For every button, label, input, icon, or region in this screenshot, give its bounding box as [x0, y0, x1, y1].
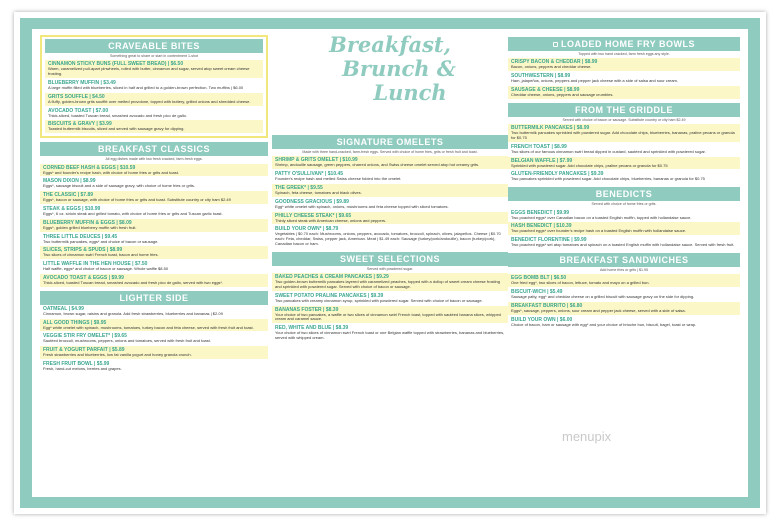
menu-item-description: Two poached eggs* set atop tomatoes and spinach on a toasted English muffin with hollandaise sauce. Served with fresh fruit. [511, 242, 735, 248]
menu-item-description: Eggs* and founder's recipe hash, with choice of home fries or grits and toast. [43, 169, 179, 175]
menu-item [40, 360, 268, 373]
menu-item [45, 107, 263, 120]
menu-item-name: BUILD YOUR OWN* | $8.79 [275, 226, 339, 233]
craveable-bites-header: CRAVEABLE BITES [45, 39, 263, 53]
benedicts-list [508, 209, 740, 249]
menu-item-name: BELGIAN WAFFLE | $7.99 [511, 157, 573, 164]
menu-item-description: Cheddar cheese, onions, peppers and sausage crumbles. [511, 92, 614, 97]
menu-item-description: Bacon, onions, peppers and cheddar cheese. [511, 64, 592, 70]
sweet-selections-sub: Served with powdered sugar. [366, 266, 414, 271]
craveable-bites-sub: Something great to share or start in contentment 1-shot [109, 54, 199, 58]
menu-item [508, 236, 740, 249]
menu-item-description: Thick-sliced, toasted Tuscan bread, smashed avocado and fresh pico de gallo. [48, 112, 187, 118]
menu-item [40, 346, 268, 359]
menu-item-name: OATMEAL | $4.99 [43, 305, 84, 312]
menu-item-description: Two pancakes with creamy cinnamon syrup, sprinkled with powdered sugar. Served with choice of bacon or sausage. [275, 297, 483, 303]
menu-item-name: BLUEBERRY MUFFIN & EGGS | $8.09 [43, 219, 132, 226]
home-fry-bowls-header [508, 37, 740, 51]
menu-item-name: AVOCADO TOAST | $7.00 [48, 107, 109, 114]
menu-item-name: FRESH FRUIT BOWL | $5.99 [43, 360, 110, 367]
from-the-griddle-header: FROM THE GRIDDLE [508, 103, 740, 117]
signature-omelets-sub: Made with three hand-cracked, farm-fresh eggs. Served with choice of home fries, grits or fresh fruit and toast. [302, 150, 478, 154]
menu-item [508, 288, 740, 301]
title-line-2: Brunch & [342, 56, 456, 81]
menu-item-description: Sautéed broccoli, mushrooms, peppers, onions and tomatoes, served with fresh fruit and toast. [43, 338, 211, 344]
menu-item-name: THE CLASSIC | $7.89 [43, 192, 94, 199]
menu-item [272, 225, 508, 247]
menu-item-name: SWEET POTATO PRALINE PANCAKES | $9.39 [275, 292, 384, 299]
menu-item [40, 219, 268, 232]
sweet-list [272, 273, 508, 342]
title-line-1: Breakfast, [329, 32, 451, 57]
menu-item [40, 305, 268, 318]
menu-item-description: Sprinkled with powdered sugar. Add chocolate chips, praline pecans or granola for $0.75 [511, 162, 668, 168]
menu-item-name: AVOCADO TOAST & EGGS | $9.99 [43, 274, 124, 281]
menu-item-name: SAUSAGE & CHEESE | $8.99 [511, 87, 580, 93]
menu-item [508, 86, 740, 99]
menu-item-description: Eggs*, sausage, peppers, onions, sour cream and pepper jack cheese, served with a side of salsa. [511, 307, 686, 313]
menu-item [508, 302, 740, 315]
menu-item [40, 233, 268, 246]
omelets-list [272, 156, 508, 247]
menu-item [40, 319, 268, 332]
home-fry-bowls-sub: Topped with two hand cracked, farm fresh eggs any style. [578, 52, 670, 56]
menu-item [508, 209, 740, 222]
menu-item-description: Founder's recipe hash and melted Swiss cheese folded into the omelet. [275, 176, 402, 182]
menu-item-description: Spinach, feta cheese, tomatoes and black olives. [275, 190, 362, 195]
menu-item-name: BUILD YOUR OWN | $6.00 [511, 316, 573, 323]
menu-item-description: A fluffy, golden-brown grits soufflé over melted provolone, topped with buttery, grilled onions and shredded cheese. [48, 98, 251, 104]
menu-item-name: BISCUIT-WICH | $5.49 [511, 289, 563, 296]
menu-item [508, 58, 740, 71]
menu-item-name: SOUTHWESTERN | $8.99 [511, 73, 571, 80]
menu-item-description: Two buttermilk pancakes sprinkled with powdered sugar. Add chocolate chips, blueberries, bananas, praline pecans or granola for $0.75 [511, 130, 735, 140]
menu-item-description: A large muffin filled with blueberries, sliced in half and grilled to a golden-brown perfection. Two muffins | $6.00 [48, 85, 244, 90]
left-column [40, 29, 268, 374]
menupix-watermark: menupix [562, 429, 612, 444]
menu-item-description: Your choice of two pancakes, a waffle or two slices of cinnamon swirl French toast, topped with sautéed banana slices, whipped cream and caramel sauce. [275, 311, 501, 322]
menu-item-description: Two pancakes sprinkled with powdered sugar. Add chocolate chips, blueberries, bananas or granola for $0.75 [511, 176, 705, 182]
menu-item-description: Vegetables | $0.70 each: Mushrooms, onions, peppers, avocado, tomatoes, broccoli, spinach, olives, jalapeños. Cheese | $0.70 each: Feta, cheddar, Swiss, pepper jack, American. Meat | $1.49 each: Sausage (turkey/pork/andouille), bacon (turkey/pork), Canadian bacon or ham. [275, 231, 501, 246]
menu-item-name: EGGS BENEDICT | $9.99 [511, 209, 570, 216]
title-line-3: Lunch [373, 80, 447, 105]
menu-item-name: BANANAS FOSTER | $8.39 [275, 306, 339, 313]
menu-item-description: Warm, caramelized pull-apart pinwheels, rolled with butter, cinnamon and sugar, served atop sweet cream cheese frosting. [48, 66, 250, 77]
menu-item-description: Eggs*, bacon or sausage, with choice of home fries or grits and toast. Substitute country or city ham $2.49 [43, 197, 231, 203]
menu-item-name: BENEDICT FLORENTINE | $9.99 [511, 237, 587, 244]
menu-item [508, 170, 740, 183]
lighter-side-header: LIGHTER SIDE [40, 291, 268, 305]
menu-item [272, 324, 508, 342]
menu-item-name: GRITS SOUFFLÉ | $4.50 [48, 93, 105, 100]
menu-item [40, 191, 268, 204]
menu-item-name: HASH BENEDICT | $10.39 [511, 223, 572, 230]
sweet-selections-header: SWEET SELECTIONS [272, 252, 508, 266]
menu-item-description: Two poached eggs* over Canadian bacon on a toasted English muffin, topped with hollandaise sauce. [511, 214, 692, 220]
menu-item [272, 212, 508, 225]
craveable-list [45, 60, 263, 133]
home-fry-bowls-label: LOADED HOME FRY BOWLS [561, 39, 695, 49]
menu-item [508, 124, 740, 142]
menu-item-name: STEAK & EGGS | $10.99 [43, 205, 101, 212]
menu-item-name: PHILLY CHEESE STEAK* | $9.65 [275, 212, 352, 219]
menu-item [508, 72, 740, 85]
menu-item [40, 164, 268, 177]
menu-item-name: EGG BOMB BLT | $6.50 [511, 275, 567, 282]
menu-item-description: Thick-sliced, toasted Tuscan bread, smashed avocado and fresh pico de gallo, served with two eggs*. [43, 279, 224, 285]
menu-item-description: Fresh strawberries and blueberries, low fat vanilla yogurt and honey granola crunch. [43, 352, 192, 358]
menu-item [272, 273, 508, 291]
right-column [508, 29, 740, 330]
from-the-griddle-sub: Served with choice of bacon or sausage. Substitute country or city ham $2.49 [562, 117, 686, 122]
sandwiches-list [508, 274, 740, 328]
menu-item-name: MASON DIXON | $8.99 [43, 178, 96, 185]
menu-item-description: One fried egg*, two slices of bacon, lettuce, tomato and mayo on a grilled bun. [511, 280, 650, 286]
menu-item-name: BISCUITS & GRAVY | $3.99 [48, 121, 112, 128]
menu-item [40, 274, 268, 287]
menu-item-name: LITTLE WAFFLE IN THE HEN HOUSE | $7.50 [43, 261, 148, 268]
menu-item-name: GOODNESS GRACIOUS | $9.89 [275, 198, 349, 205]
benedicts-header: BENEDICTS [508, 187, 740, 201]
classics-list [40, 164, 268, 287]
menu-title [272, 33, 508, 131]
benedicts-sub: Served with choice of home fries or grits. [591, 202, 657, 207]
menu-item-name: CORNED BEEF HASH & EGGS | $10.59 [43, 164, 136, 171]
breakfast-classics-header: BREAKFAST CLASSICS [40, 142, 268, 156]
menu-item-description: Egg* white omelet with spinach, onions, mushrooms and feta cheese topped with sliced tomatoes. [275, 203, 449, 209]
lighter-list [40, 305, 268, 373]
menu-item [272, 170, 508, 183]
menu-item-description: Two poached eggs* over founder's recipe hash on a toasted English muffin with hollandaise sauce. [511, 228, 687, 234]
menu-item [508, 316, 740, 329]
menu-item [40, 205, 268, 218]
menu-item-name: BUTTERMILK PANCAKES | $8.99 [511, 125, 590, 132]
menu-item-name: FRUIT & YOGURT PARFAIT | $5.89 [43, 347, 125, 354]
griddle-list [508, 124, 740, 183]
menu-item-name: CINNAMON STICKY BUNS (FULL SWEET BREAD) | $6.50 [48, 61, 184, 68]
menu-item-description: Two slices of cinnamon swirl French toast, bacon and home fries. [43, 252, 159, 258]
menu-item-description: Cinnamon, brown sugar, raisins and granola. Add fresh strawberries, blueberries and bananas | $2.09 [43, 310, 223, 316]
craveable-bites-box [40, 35, 268, 138]
menu-item [508, 222, 740, 235]
menu-item-description: Sausage patty, egg* and cheddar cheese on a grilled biscuit with sausage gravy on the side for dipping. [511, 294, 695, 300]
menu-item [272, 156, 508, 169]
menu-item-description: Half waffle, eggs* and choice of bacon or sausage. Whole waffle $8.50 [43, 266, 169, 272]
menu-item-description: Eggs*, sausage biscuit and a side of sausage gravy, with choice of home fries or grits. [43, 183, 196, 189]
menu-item [508, 274, 740, 287]
menu-item [45, 120, 263, 133]
menu-item-description: Your choice of two slices of cinnamon swirl French toast or one Belgian waffle topped with strawberries, bananas and blueberries, served with whipped cream. [275, 330, 505, 340]
menu-item-description: Two slices of our famous cinnamon swirl bread dipped in custard, sautéed and sprinkled with powdered sugar. [511, 148, 706, 154]
bowl-icon [553, 42, 558, 47]
menu-item [508, 143, 740, 156]
menu-item-name: THE GREEK* | $9.55 [275, 185, 323, 191]
menu-item [40, 177, 268, 190]
breakfast-sandwiches-sub: Add home fries or grits | $1.95 [599, 267, 649, 272]
menu-item-name: PATTY O'SULLIVAN* | $10.45 [275, 171, 344, 178]
menu-item-name: SHRIMP & GRITS OMELET | $10.99 [275, 157, 358, 164]
menu-item-name: BLUEBERRY MUFFIN | $3.49 [48, 80, 116, 86]
menu-item [45, 60, 263, 78]
menu-item-description: Egg* white omelet with spinach, mushrooms, tomatoes, turkey bacon and feta cheese, served with fresh fruit and toast. [43, 324, 254, 330]
menu-item [40, 246, 268, 259]
menu-item-description: Fresh, hand-cut melons, berries and grapes. [43, 365, 122, 371]
menu-panel [32, 29, 748, 497]
menu-item-name: BAKED PEACHES & CREAM PANCAKES | $9.29 [275, 274, 389, 281]
menu-item-name: VEGGIE STIR FRY OMELET* | $9.65 [43, 333, 127, 340]
menu-item-description: Thinly sliced steak with American cheese, onions and peppers. [275, 217, 387, 223]
menu-item-name: RED, WHITE AND BLUE | $8.39 [275, 325, 349, 332]
menu-item-name: THREE LITTLE DEUCES | $9.45 [43, 233, 118, 240]
menu-item-description: Eggs*, 6 oz. sirloin steak and grilled tomato, with choice of home fries or grits and Tuscan garlic toast. [43, 210, 223, 216]
signature-omelets-header: SIGNATURE OMELETS [272, 135, 508, 149]
menu-item [40, 260, 268, 273]
menu-item-description: Toasted buttermilk biscuits, sliced and served with sausage gravy for dipping. [48, 126, 185, 132]
menu-item-description: Eggs*, golden grilled blueberry muffin with fresh fruit. [43, 224, 137, 230]
menu-item-name: SLICES, STRIPS & SPUDS | $8.99 [43, 247, 123, 254]
menu-item [272, 198, 508, 211]
menu-item [272, 292, 508, 305]
menu-item-name: ALL GOOD THINGS | $9.95 [43, 319, 107, 326]
menu-item [272, 184, 508, 197]
breakfast-classics-sub: All egg dishes made with two fresh cracked, farm-fresh eggs. [105, 157, 203, 162]
menu-item-description: Shrimp, andouille sausage, green peppers, charred onions, and Swiss cheese omelet served atop hot creamy grits. [275, 162, 480, 168]
menu-item-description: Two golden-brown buttermilk pancakes layered with caramelized peaches, topped with a dollop of sweet cream cheese frosting and sprinkled with powdered sugar. Served with choice of bacon or sausage. [275, 279, 501, 289]
homefries-list [508, 58, 740, 98]
menu-item-description: Choice of bacon, ham or sausage with egg* and your choice of brioche bun, biscuit, bagel, toast or wrap. [511, 321, 697, 327]
menu-item [45, 79, 263, 92]
menu-item-name: GLUTEN-FRIENDLY PANCAKES | $9.39 [511, 171, 604, 178]
middle-column [272, 29, 508, 343]
breakfast-sandwiches-header: BREAKFAST SANDWICHES [508, 253, 740, 267]
menu-item [272, 306, 508, 324]
menu-item [40, 332, 268, 345]
menu-item-description: Two buttermilk pancakes, eggs* and choice of bacon or sausage. [43, 238, 159, 244]
menu-item-name: FRENCH TOAST | $8.99 [511, 143, 567, 150]
menu-item-name: CRISPY BACON & CHEDDAR | $8.99 [511, 59, 598, 66]
menu-item-name: BREAKFAST BURRITO | $6.80 [511, 302, 583, 309]
menu-item [508, 157, 740, 170]
menu-item [45, 93, 263, 106]
menu-item-description: Ham, jalapeños, onions, peppers and pepper jack cheese with a side of salsa and sour cream. [511, 78, 678, 84]
